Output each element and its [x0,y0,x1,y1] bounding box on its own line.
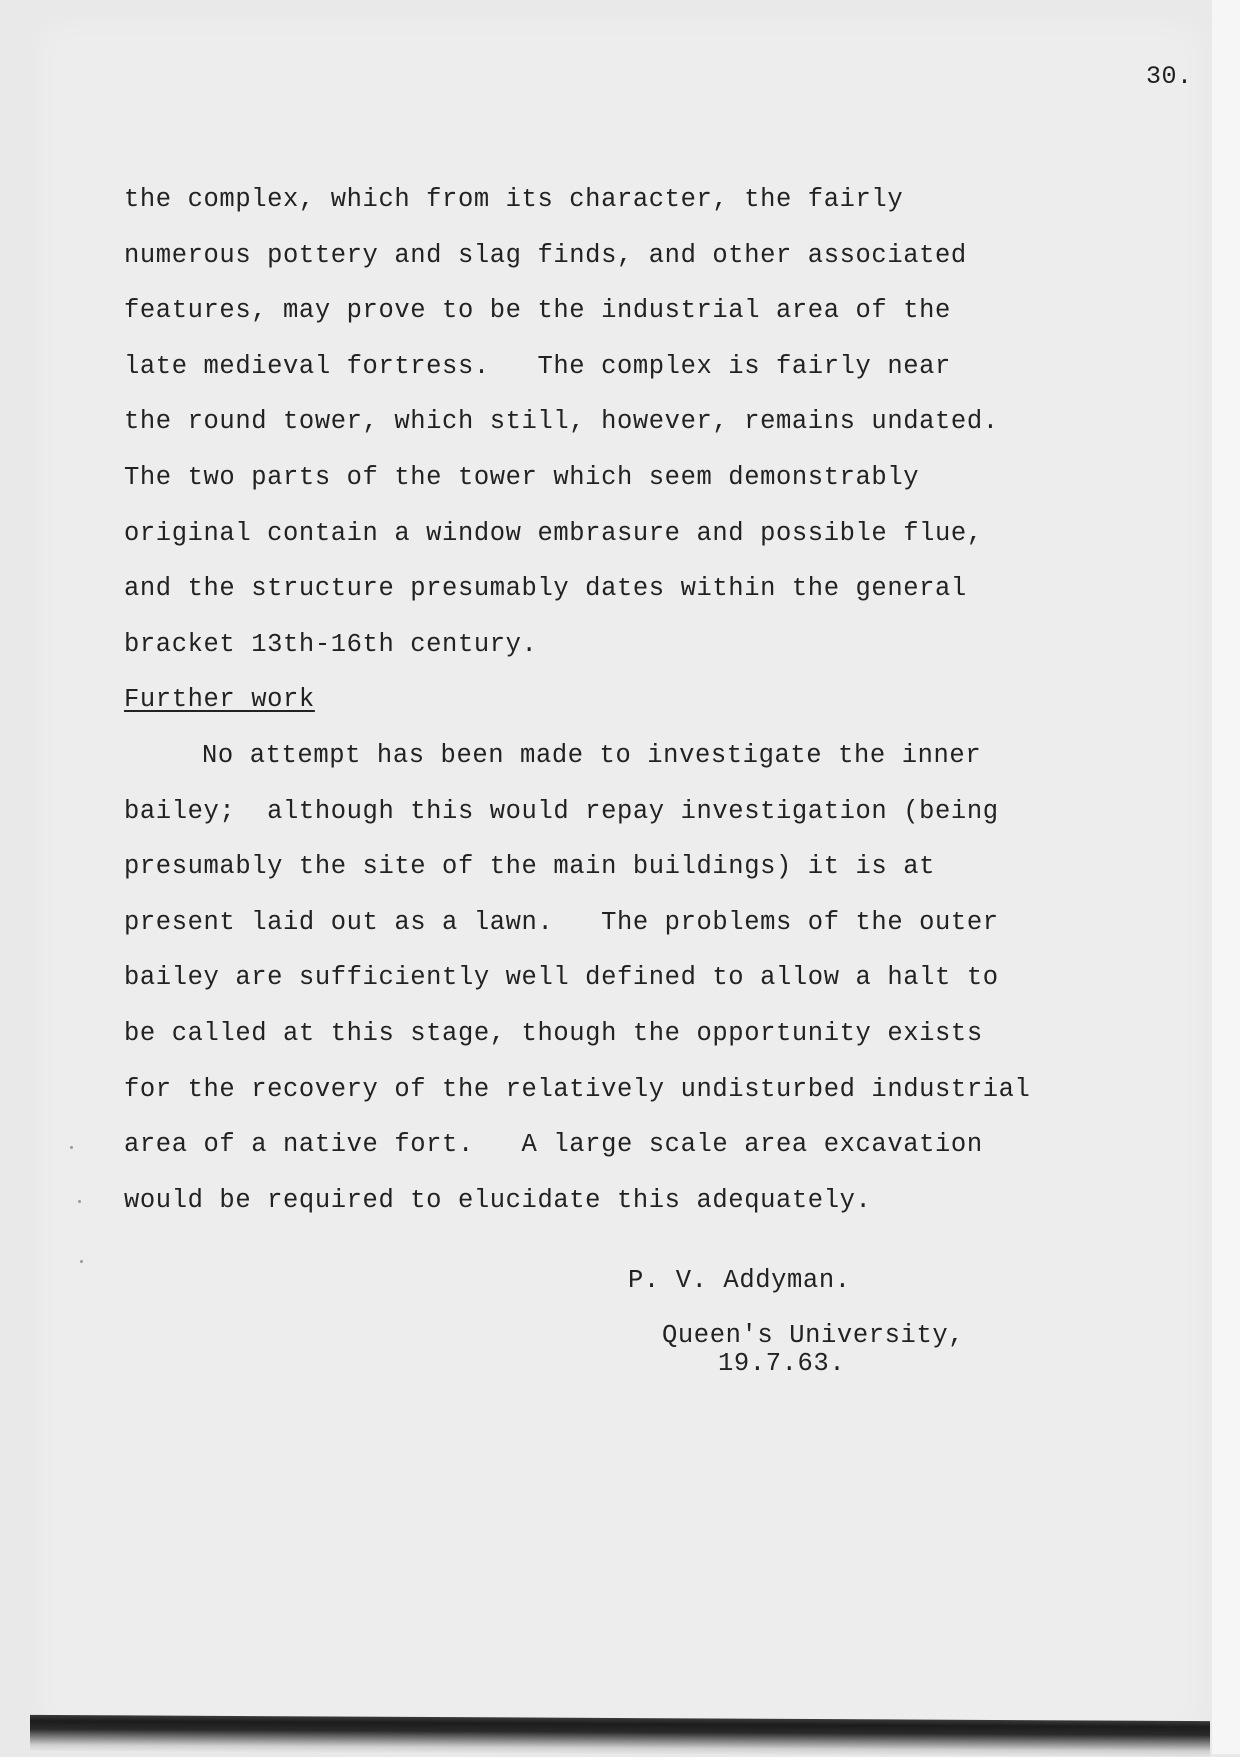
document-body [124,172,1084,1228]
author-affiliation: Queen's University, [662,1321,965,1350]
page-number: 30. [1146,62,1193,91]
section-heading: Further work [124,685,315,715]
text-line: original contain a window embrasure and possible flue, [124,518,983,548]
text-line: the round tower, which still, however, remains undated. [124,407,999,437]
text-line: late medieval fortress. The complex is fairly near [124,351,951,381]
text-line: the complex, which from its character, the fairly [124,185,904,214]
document-date: 19.7.63. [718,1349,846,1378]
text-line: features, may prove to be the industrial area of the [124,296,951,326]
text-line: would be required to elucidate this adequately. [124,1185,872,1215]
scan-speck [70,1146,73,1149]
text-line: bracket 13th-16th century. [124,629,538,659]
text-line: present laid out as a lawn. The problems of the outer [124,907,999,937]
scan-bottom-edge [30,1715,1210,1757]
text-line: and the structure presumably dates within the general [124,574,967,604]
text-line: be called at this stage, though the opportunity exists [124,1018,983,1048]
author-signature: P. V. Addyman. [628,1266,851,1295]
text-line: bailey; although this would repay investigation (being [124,796,999,826]
text-line: area of a native fort. A large scale area excavation [124,1130,983,1160]
text-line: numerous pottery and slag finds, and other associated [124,240,967,270]
text-line: No attempt has been made to investigate the inner [202,740,982,770]
scan-margin [1212,0,1240,1754]
text-line: for the recovery of the relatively undisturbed industrial [124,1074,1031,1104]
text-line: The two parts of the tower which seem demonstrably [124,462,920,492]
scan-speck [78,1200,81,1203]
text-line: bailey are sufficiently well defined to allow a halt to [124,963,999,993]
text-line: presumably the site of the main buildings) it is at [124,852,936,882]
scan-speck [80,1260,83,1263]
